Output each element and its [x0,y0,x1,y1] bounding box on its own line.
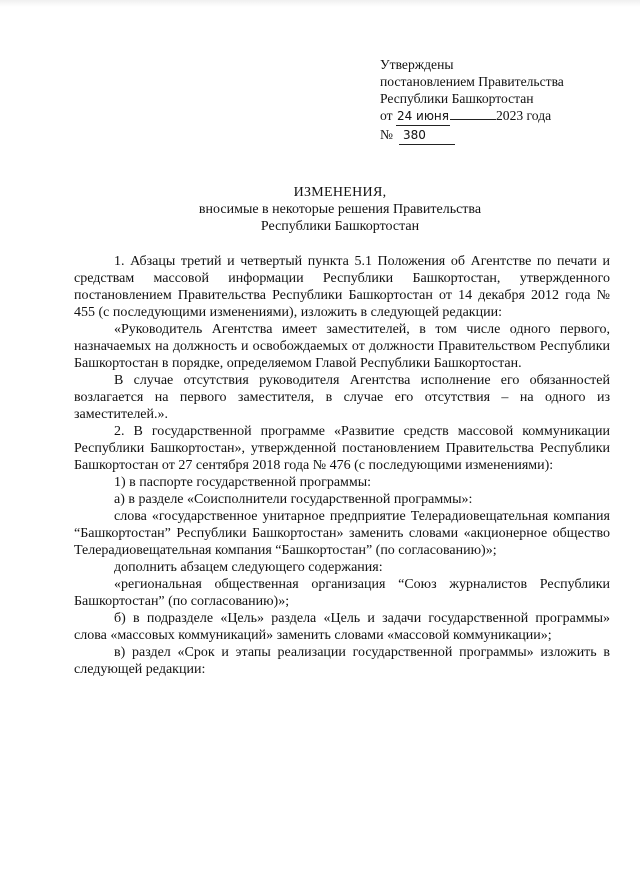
approval-line-1: Утверждены [380,57,454,72]
date-underline-filler [450,119,496,120]
date-year: 2023 года [495,108,552,123]
paragraph-10: б) в подразделе «Цель» раздела «Цель и задачи государственной программы» слова «массовых коммуникаций» заменить словами «массовой коммуникации»; [74,611,610,643]
document-title-block [60,184,620,235]
approval-date-line [380,107,564,126]
number-prefix: № [380,127,393,142]
paragraph-7: слова «государственное унитарное предприятие Телерадиовещательная компания “Башкортостан” Республики Башкортостан» заменить словами «акционерное общество Телерадиовещательная компания “Башкортостан” (по согласованию)»; [74,509,610,558]
date-day-field: 24 июня [396,108,450,126]
paragraph-5: 1) в паспорте государственной программы: [114,475,372,490]
paragraph-3: В случае отсутствия руководителя Агентства исполнение его обязанностей возлагается на первого заместителя, в случае его отсутствия – на одного из заместителей.». [74,373,610,422]
paragraph-11: в) раздел «Срок и этапы реализации государственной программы» изложить в следующей редакции: [74,645,610,677]
approval-line-2: постановлением Правительства [380,74,564,89]
paragraph-4: 2. В государственной программе «Развитие средств массовой коммуникации Республики Башкортостан», утвержденной постановлением Правительства Республики Башкортостан от 27 сентября 2018 года № 476 (с последующими изменениями): [74,424,610,473]
document-subtitle-1: вносимые в некоторые решения Правительства [198,202,482,217]
paragraph-9: «региональная общественная организация “Союз журналистов Республики Башкортостан” (по согласованию)»; [74,577,610,609]
document-body [74,253,610,678]
paragraph-8: дополнить абзацем следующего содержания: [114,560,383,575]
paragraph-6: а) в разделе «Соисполнители государственной программы»: [114,492,473,507]
scan-top-edge [0,0,640,7]
approval-line-3: Республики Башкортостан [380,91,534,106]
document-subtitle-2: Республики Башкортостан [260,219,420,234]
paragraph-2: «Руководитель Агентства имеет заместителей, в том числе одного первого, назначаемых на должность и освобождаемых от должности Правительством Республики Башкортостан в порядке, определяемом Главой Республики Башкортостан. [74,322,610,371]
approval-block [380,56,564,145]
date-prefix: от [380,108,393,123]
document-heading: ИЗМЕНЕНИЯ, [293,185,387,200]
paragraph-1: 1. Абзацы третий и четвертый пункта 5.1 Положения об Агентстве по печати и средствам массовой информации Республики Башкортостан, утвержденного постановлением Правительства Республики Башкортостан от 14 декабря 2012 года № 455 (с последующими изменениями), изложить в следующей редакции: [74,254,610,320]
number-field: 380 [399,127,455,145]
approval-number-line [380,126,564,145]
